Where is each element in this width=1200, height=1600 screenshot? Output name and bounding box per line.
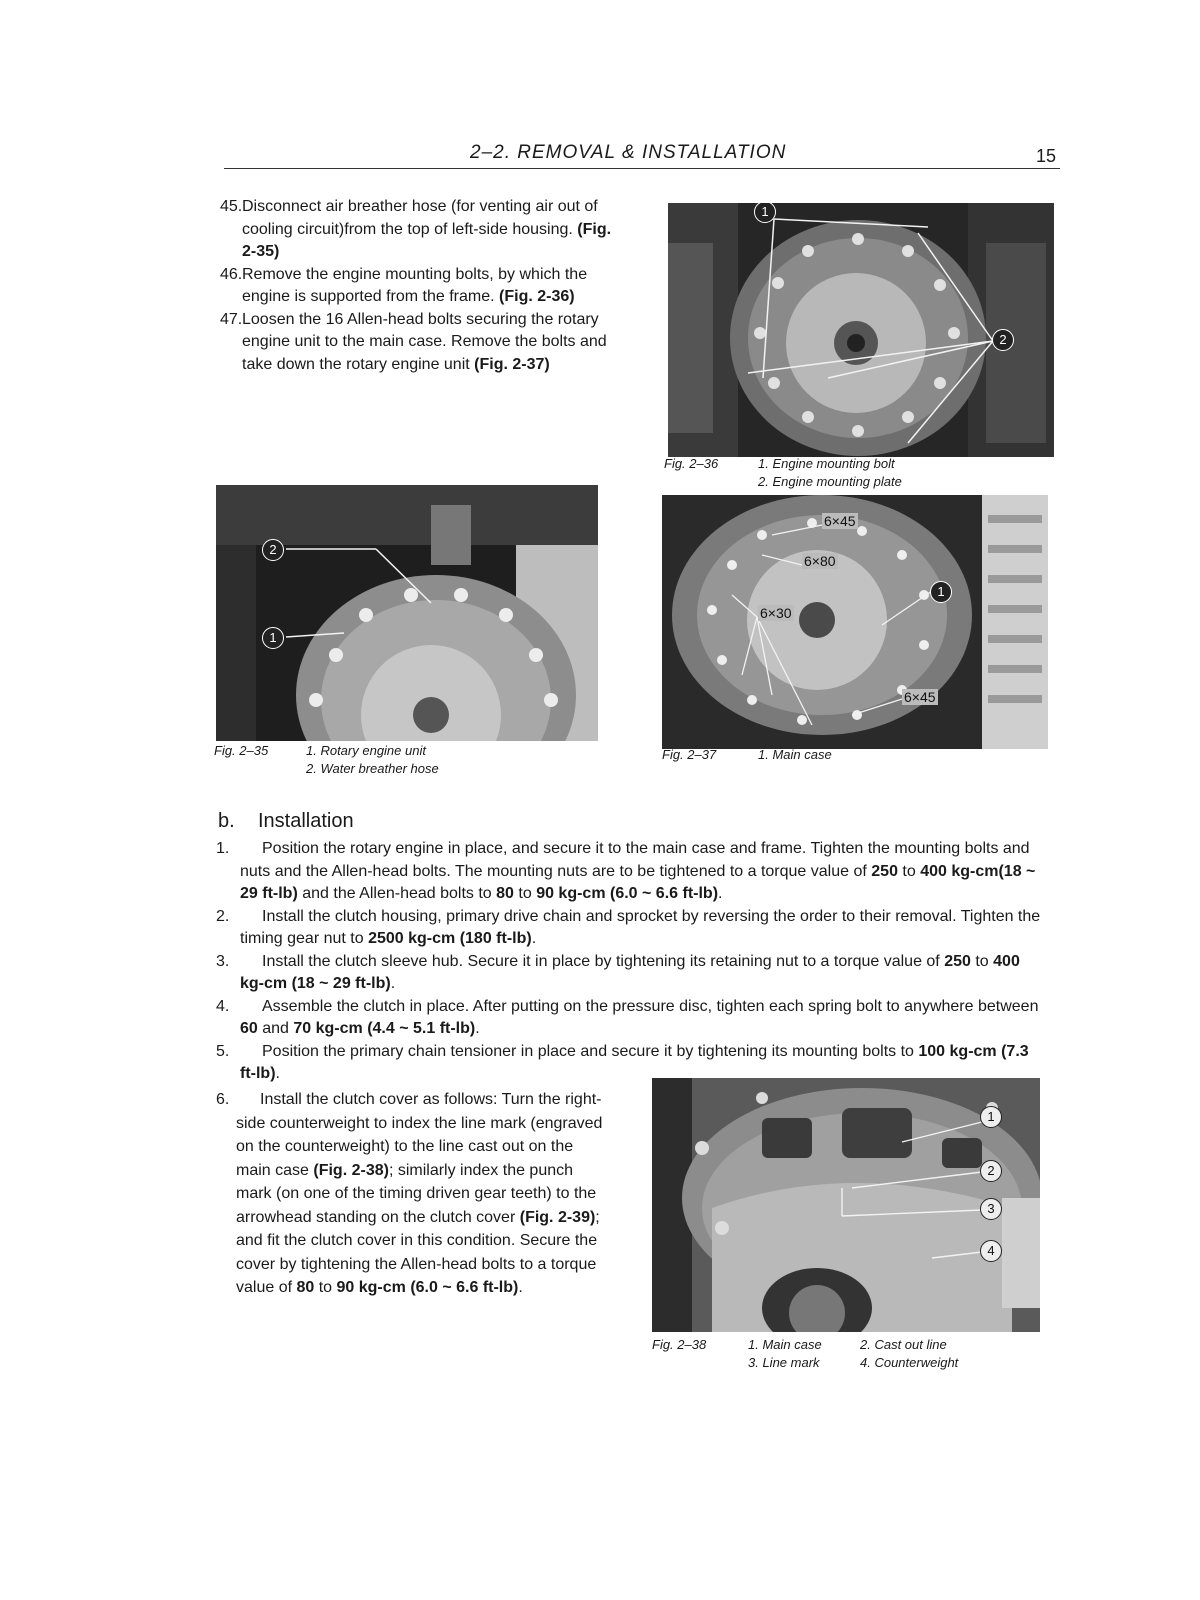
fig-2-35-callout-1: 1 [262,627,284,649]
fig-2-36-photo [668,203,1054,457]
fig-2-38-item-2: 2. Cast out line [860,1337,947,1352]
fig-2-35-caption: Fig. 2–35 1. Rotary engine unit 2. Water breather hose [214,743,439,776]
install-step-4: 4. Assemble the clutch in place. After putting on the pressure disc, tighten each spring bolt to anywhere between 60 and 70 kg-cm (4.4 ~ 5.1 ft-lb). [216,997,1039,1037]
install-step-6: 6. Install the clutch cover as follows: Turn the right-side counterweight to index the line mark (engraved on the counterweight) to the line cast out on the main case (Fig. 2-38); similarly index the punch mark (on one of the timing driven gear teeth) to the arrowhead standing on the clutch cover (Fig. 2-39); and fit the clutch cover in this condition. Secure the cover by tightening the Allen-head bolts to a torque value of 80 to 90 kg-cm (6.0 ~ 6.6 ft-lb). [216,1091,603,1296]
fig-2-37-dim-3: 6×30 [760,605,792,621]
fig-2-37-photo [662,495,1048,749]
header-rule [224,168,1060,169]
fig-2-38-photo [652,1078,1040,1332]
fig-2-37-caption: Fig. 2–37 1. Main case [662,747,832,762]
fig-2-36-item-1: 1. Engine mounting bolt [758,456,895,471]
installation-heading: b. Installation [218,810,354,832]
fig-2-38-callout-4: 4 [980,1240,1002,1262]
removal-steps [220,196,612,376]
fig-2-36-caption: Fig. 2–36 1. Engine mounting bolt 2. Engine mounting plate [664,456,902,489]
fig-2-35-item-1: 1. Rotary engine unit [306,743,426,758]
install-step-3: 3. Install the clutch sleeve hub. Secure it in place by tightening its retaining nut to a torque value of 250 to 400 kg-cm (18 ~ 29 ft-lb). [216,952,1020,992]
fig-2-38-caption: Fig. 2–38 1. Main case 2. Cast out line 3. Line mark 4. Counterweight [652,1337,959,1370]
install-step-1: 1. Position the rotary engine in place, and secure it to the main case and frame. Tighten the mounting bolts and nuts and the Allen-head bolts. The mounting nuts are to be tightened to a torque value of 250 to 400 kg-cm(18 ~ 29 ft-lb) and the Allen-head bolts to 80 to 90 kg-cm (6.0 ~ 6.6 ft-lb). [216,840,1036,902]
fig-2-37-dim-4: 6×45 [904,689,936,705]
fig-2-36-callout-1: 1 [754,203,776,223]
fig-2-38-item-1: 1. Main case [748,1337,822,1352]
page-number: 15 [1036,146,1057,166]
step-47: 47.Loosen the 16 Allen-head bolts securing the rotary engine unit to the main case. Remove the bolts and take down the rotary engine unit (Fig. 2-37) [220,310,607,373]
fig-2-36-callout-2: 2 [992,329,1014,351]
fig-2-38-callout-3: 3 [980,1198,1002,1220]
fig-2-38-callout-1: 1 [980,1106,1002,1128]
fig-2-37-dim-2: 6×80 [804,553,836,569]
fig-2-38-callout-2: 2 [980,1160,1002,1182]
fig-2-37-dim-1: 6×45 [824,513,856,529]
fig-2-38-item-4: 4. Counterweight [860,1355,959,1370]
step-45: 45.Disconnect air breather hose (for venting air out of cooling circuit)from the top of left-side housing. (Fig. 2-35) [220,198,612,260]
fig-2-37-item-1: 1. Main case [758,747,832,762]
fig-2-35-photo [216,485,598,741]
fig-2-35-item-2: 2. Water breather hose [306,761,439,776]
installation-steps-wide [216,838,1046,1086]
running-header-title: 2–2. REMOVAL & INSTALLATION [470,142,787,163]
installation-step-6 [216,1088,604,1300]
install-step-2: 2. Install the clutch housing, primary drive chain and sprocket by reversing the order to their removal. Tighten the timing gear nut to 2500 kg-cm (180 ft-lb). [216,907,1041,947]
fig-2-35-callout-2: 2 [262,539,284,561]
fig-2-38-item-3: 3. Line mark [748,1355,820,1370]
step-46: 46.Remove the engine mounting bolts, by which the engine is supported from the frame. (Fig. 2-36) [220,265,588,305]
fig-2-37-callout-1: 1 [930,581,952,603]
install-step-5: 5. Position the primary chain tensioner in place and secure it by tightening its mounting bolts to 100 kg-cm (7.3 ft-lb). [216,1042,1029,1082]
fig-2-36-item-2: 2. Engine mounting plate [758,474,902,489]
